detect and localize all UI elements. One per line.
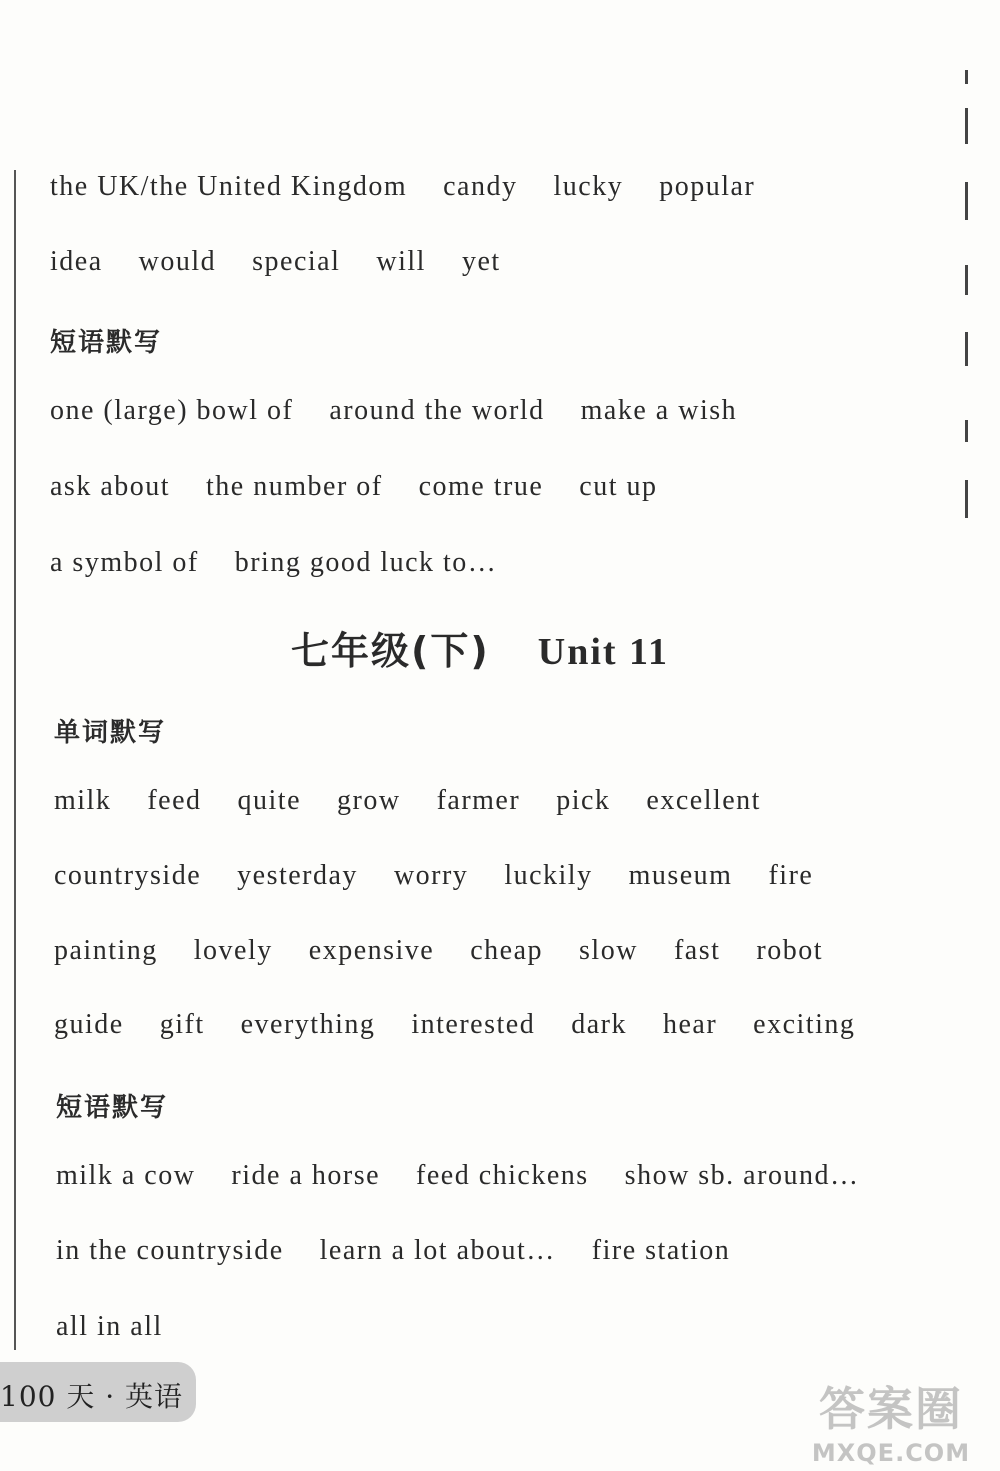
unit-label: Unit 11 — [537, 631, 669, 673]
watermark-logo — [796, 1373, 986, 1467]
phrase: a symbol of — [50, 547, 199, 578]
word: yet — [461, 246, 501, 277]
phrase: cut up — [579, 471, 658, 502]
word: robot — [756, 935, 823, 966]
unit-title — [0, 620, 960, 675]
right-edge-marks — [962, 60, 972, 600]
word: painting — [54, 935, 158, 966]
phrase-row — [50, 546, 497, 580]
word: cheap — [470, 935, 544, 966]
word: will — [376, 246, 426, 277]
word: expensive — [308, 935, 435, 966]
word: excellent — [646, 785, 761, 816]
word-row — [54, 859, 813, 893]
phrase: the number of — [206, 471, 383, 502]
word-row — [54, 784, 761, 818]
word-row — [50, 170, 755, 204]
word: exciting — [753, 1009, 856, 1040]
word: everything — [240, 1009, 376, 1040]
word-row — [54, 934, 823, 968]
word: museum — [628, 860, 733, 891]
word: fast — [673, 935, 721, 966]
phrase: in the countryside — [56, 1235, 284, 1266]
phrase: come true — [418, 471, 544, 502]
word: popular — [659, 171, 756, 202]
phrase-row — [56, 1234, 730, 1268]
word: feed — [147, 785, 202, 816]
word: pick — [556, 785, 611, 816]
phrase-row — [56, 1310, 163, 1344]
word: milk — [54, 785, 112, 816]
phrase: around the world — [329, 395, 545, 426]
watermark-url: MXQE.COM — [811, 1439, 971, 1467]
words-heading: 单词默写 — [54, 718, 167, 748]
phrase: feed chickens — [416, 1160, 589, 1191]
word: hear — [662, 1009, 718, 1040]
phrase-row — [56, 1159, 859, 1193]
word: candy — [443, 171, 518, 202]
word: dark — [571, 1009, 627, 1040]
phrase: show sb. around… — [624, 1160, 860, 1191]
word: fire — [768, 860, 814, 891]
phrase: learn a lot about… — [319, 1235, 556, 1266]
phrase: make a wish — [580, 395, 738, 426]
watermark-text: 答案圈 — [819, 1382, 963, 1436]
word: would — [138, 246, 217, 277]
phrase: ride a horse — [231, 1160, 381, 1191]
footer-label: 100 天 · 英语 — [0, 1380, 184, 1413]
word: farmer — [436, 785, 521, 816]
word: lovely — [193, 935, 273, 966]
word: slow — [579, 935, 638, 966]
phrase-row — [50, 470, 657, 504]
phrase: bring good luck to… — [234, 547, 498, 578]
word: grow — [337, 785, 401, 816]
word: countryside — [54, 860, 202, 891]
phrase: one (large) bowl of — [50, 395, 294, 426]
word: luckily — [504, 860, 593, 891]
phrase-row — [50, 394, 737, 428]
word: the UK/the United Kingdom — [50, 171, 408, 202]
word-row — [50, 245, 501, 279]
phrase: milk a cow — [56, 1160, 196, 1191]
left-margin-rule — [14, 170, 16, 1350]
word: worry — [393, 860, 469, 891]
word: lucky — [553, 171, 624, 202]
word: guide — [54, 1009, 124, 1040]
word: gift — [159, 1009, 205, 1040]
phrase: fire station — [591, 1235, 731, 1266]
word: interested — [411, 1009, 536, 1040]
phrases-heading: 短语默写 — [56, 1093, 169, 1123]
phrase: ask about — [50, 471, 171, 502]
phrases-heading: 短语默写 — [50, 328, 163, 358]
word: yesterday — [237, 860, 358, 891]
grade-label: 七年级(下) — [291, 629, 490, 673]
word-row — [54, 1008, 855, 1042]
word: idea — [50, 246, 103, 277]
word: special — [252, 246, 341, 277]
phrase: all in all — [56, 1311, 163, 1342]
word: quite — [237, 785, 302, 816]
